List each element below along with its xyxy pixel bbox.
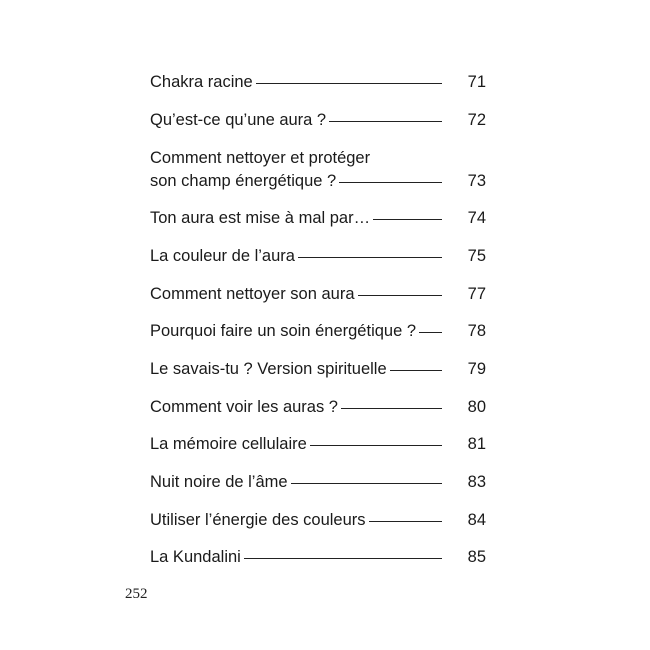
toc-entry <box>150 147 486 193</box>
toc-entry-title: Pourquoi faire un soin énergétique ? <box>150 322 417 340</box>
toc-entry-title: Nuit noire de l’âme <box>150 473 288 491</box>
toc-entry-page: 78 <box>467 322 486 340</box>
toc-entry-page: 72 <box>467 111 486 129</box>
toc-entry <box>150 396 486 419</box>
dot-leader <box>339 182 442 183</box>
dot-leader <box>256 83 442 84</box>
toc-entry-title: Comment voir les auras ? <box>150 398 338 416</box>
dot-leader <box>298 257 442 258</box>
toc-entry-title: Comment nettoyer son aura <box>150 285 355 303</box>
toc-entry <box>150 509 486 532</box>
dot-leader <box>369 521 442 522</box>
dot-leader <box>358 295 442 296</box>
toc-entry-page: 77 <box>467 285 486 303</box>
toc-entry <box>150 283 486 306</box>
page-number: 252 <box>125 586 148 602</box>
toc-entry-page: 85 <box>467 548 486 566</box>
toc-entry <box>150 207 486 230</box>
toc-entry <box>150 320 486 343</box>
toc-entry-page: 83 <box>467 473 486 491</box>
toc-entry <box>150 109 486 132</box>
toc-entry-title-line1: Comment nettoyer et protéger <box>150 149 371 167</box>
toc-entry-page: 79 <box>467 360 486 378</box>
dot-leader <box>390 370 442 371</box>
toc-entry-title: La Kundalini <box>150 548 241 566</box>
toc-entry <box>150 546 486 569</box>
dot-leader <box>244 558 442 559</box>
toc-entry <box>150 358 486 381</box>
toc-entry-page: 81 <box>467 435 486 453</box>
dot-leader <box>341 408 442 409</box>
toc-entry-title: Utiliser l’énergie des couleurs <box>150 511 366 529</box>
toc-entry-page: 74 <box>467 209 486 227</box>
toc-entry <box>150 433 486 456</box>
toc-entry-page: 84 <box>467 511 486 529</box>
dot-leader <box>419 332 442 333</box>
toc-entry-title: Ton aura est mise à mal par… <box>150 209 371 227</box>
toc-entry-title: Le savais-tu ? Version spirituelle <box>150 360 387 378</box>
toc-entry-page: 75 <box>467 247 486 265</box>
toc-entry-title: Chakra racine <box>150 73 253 91</box>
toc-entry-page: 71 <box>467 73 486 91</box>
toc-entry-title: Qu’est-ce qu’une aura ? <box>150 111 327 129</box>
toc-entry-page: 80 <box>467 398 486 416</box>
toc-entry <box>150 471 486 494</box>
toc-entry-title: La mémoire cellulaire <box>150 435 307 453</box>
toc-entry <box>150 71 486 94</box>
dot-leader <box>310 445 442 446</box>
dot-leader <box>291 483 442 484</box>
toc-entry <box>150 245 486 268</box>
dot-leader <box>373 219 442 220</box>
dot-leader <box>329 121 442 122</box>
toc-entry-title: La couleur de l’aura <box>150 247 295 265</box>
toc-entry-page: 73 <box>467 172 486 190</box>
toc-entry-title: son champ énergétique ? <box>150 172 337 190</box>
